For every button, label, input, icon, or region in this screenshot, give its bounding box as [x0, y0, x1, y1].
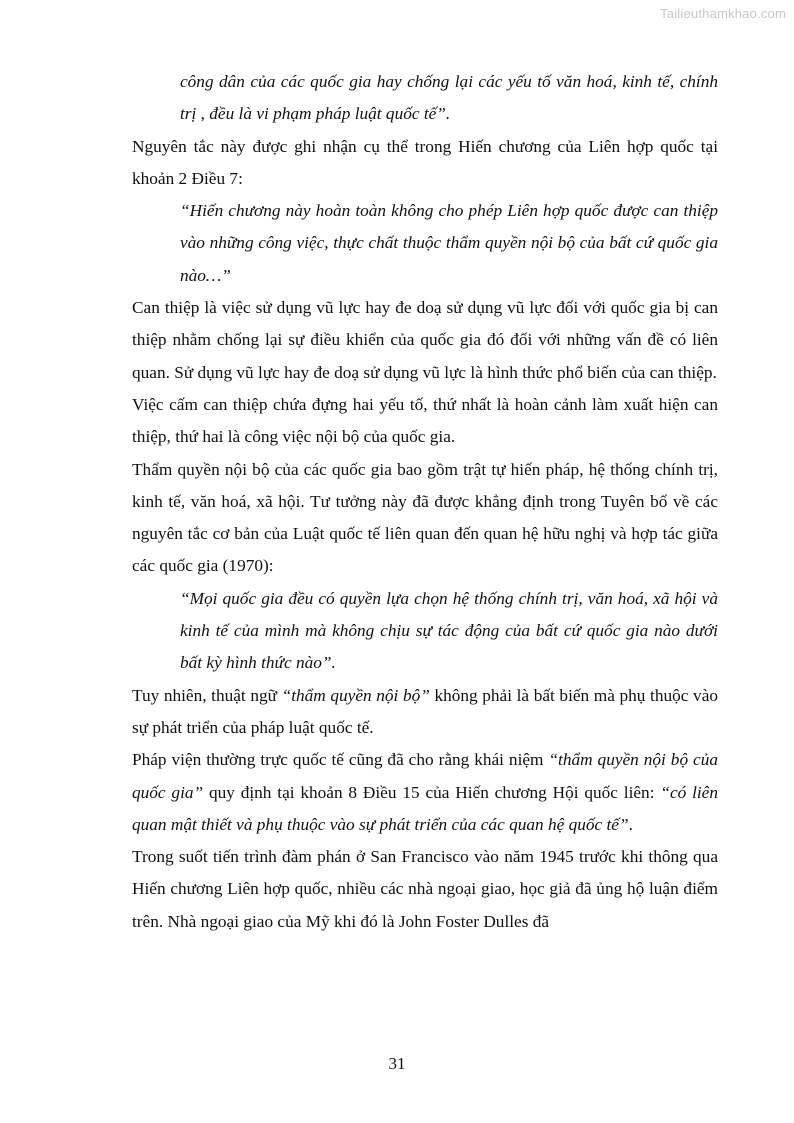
paragraph-term-not-fixed: Tuy nhiên, thuật ngữ “thẩm quyền nội bộ” không phải là bất biến mà phụ thuộc vào sự phát triển của pháp luật quốc tế. [132, 685, 718, 737]
paragraph-charter-article: Nguyên tắc này được ghi nhận cụ thể trong Hiến chương của Liên hợp quốc tại khoản 2 Điều 7: [132, 136, 718, 188]
page-body [132, 66, 718, 938]
paragraph-intervention-definition: Can thiệp là việc sử dụng vũ lực hay đe doạ sử dụng vũ lực đối với quốc gia bị can thiệp nhằm chống lại sự điều khiển của quốc gia đó đối với những vấn đề có liên quan. Sử dụng vũ lực hay đe doạ sử dụng vũ lực là hình thức phổ biến của can thiệp. [132, 298, 718, 382]
paragraph-permanent-court: Pháp viện thường trực quốc tế cũng đã cho rằng khái niệm “thẩm quyền nội bộ của quốc gia” quy định tại khoản 8 Điều 15 của Hiến chương Hội quốc liên: “có liên quan mật thiết và phụ thuộc vào sự phát triển của các quan hệ quốc tế”. [132, 750, 718, 834]
paragraph-san-francisco: Trong suốt tiến trình đàm phán ở San Francisco vào năm 1945 trước khi thông qua Hiến chương Liên hợp quốc, nhiều các nhà ngoại giao, học giả đã ủng hộ luận điểm trên. Nhà ngoại giao của Mỹ khi đó là John Foster Dulles đã [132, 847, 718, 931]
paragraph-domestic-jurisdiction: Thẩm quyền nội bộ của các quốc gia bao gồm trật tự hiến pháp, hệ thống chính trị, kinh tế, văn hoá, xã hội. Tư tưởng này đã được khẳng định trong Tuyên bố về các nguyên tắc cơ bản của Luật quốc tế liên quan đến quan hệ hữu nghị và hợp tác giữa các quốc gia (1970): [132, 459, 718, 576]
quote-continuation: công dân của các quốc gia hay chống lại các yếu tố văn hoá, kinh tế, chính trị , đều là vi phạm pháp luật quốc tế”. [180, 72, 718, 124]
paragraph-prohibition-elements: Việc cấm can thiệp chứa đựng hai yếu tố, thứ nhất là hoàn cảnh làm xuất hiện can thiệp, thứ hai là công việc nội bộ của quốc gia. [132, 394, 718, 447]
page-number: 31 [388, 1054, 406, 1073]
quote-1970-declaration: “Mọi quốc gia đều có quyền lựa chọn hệ thống chính trị, văn hoá, xã hội và kinh tế của mình mà không chịu sự tác động của bất cứ quốc gia nào dưới bất kỳ hình thức nào”. [180, 588, 718, 673]
watermark: Tailieuthamkhao.com [660, 6, 786, 21]
quote-un-charter: “Hiến chương này hoàn toàn không cho phép Liên hợp quốc được can thiệp vào những công việc, thực chất thuộc thẩm quyền nội bộ của bất cứ quốc gia nào…” [180, 201, 718, 285]
